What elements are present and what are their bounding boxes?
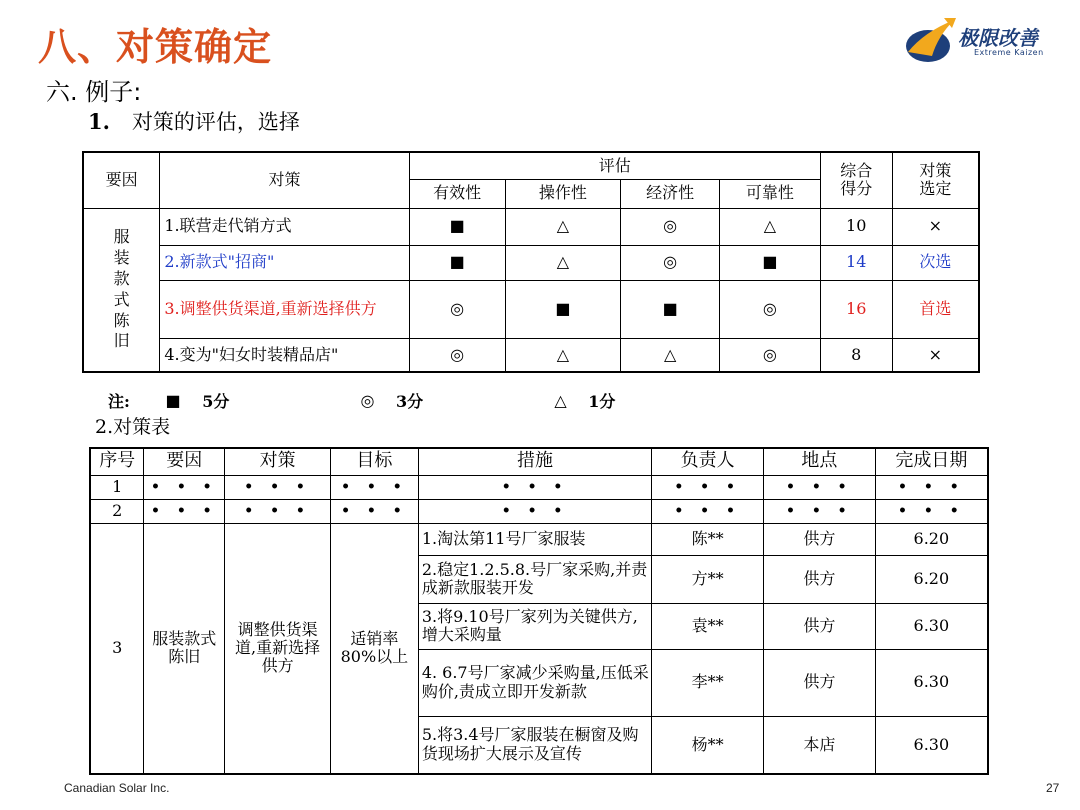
rating-cell: ■ [409,245,505,280]
legend-symbol: ■ [165,391,181,410]
owner-cell: 方** [652,555,764,603]
header-selection [892,152,979,208]
date-cell: 6.30 [875,649,988,716]
target-cell: 适销率80%以上 [330,523,418,774]
rating-cell: ◎ [720,280,821,338]
table-row [83,280,979,338]
ellipsis-cell: • • • [144,499,225,523]
action-cell: 2.稳定1.2.5.8.号厂家采购,并责成新款服装开发 [418,555,651,603]
header-factor: 要因 [83,152,160,208]
row-number: 3 [90,523,144,774]
table-row [90,499,988,523]
rating-cell: ■ [720,245,821,280]
table-row [83,338,979,372]
ellipsis-cell: • • • [418,499,651,523]
rating-cell: △ [505,245,621,280]
ellipsis-cell: • • • [652,499,764,523]
logo-name: 极限改善 [958,26,1038,50]
header-score-line2: 得分 [840,179,873,199]
action-header-row [90,448,988,475]
score-cell: 16 [820,280,892,338]
owner-cell: 袁** [652,603,764,649]
header-selection-line1: 对策 [919,160,952,180]
legend-text: 1分 [588,392,616,411]
header-score [820,152,892,208]
header-factor: 要因 [144,448,225,475]
header-reliability: 可靠性 [720,179,821,208]
header-action: 措施 [418,448,651,475]
header-no: 序号 [90,448,144,475]
page-title: 八、对策确定 [38,25,273,69]
header-measure: 对策 [225,448,331,475]
rating-cell: ■ [409,208,505,245]
score-cell: 10 [820,208,892,245]
factor-cell [83,208,160,372]
ellipsis-cell: • • • [875,475,988,499]
rating-cell: △ [621,338,720,372]
action-cell: 5.将3.4号厂家服装在橱窗及购货现场扩大展示及宣传 [418,716,651,774]
section-heading-example: 六. 例子: [46,78,142,106]
measure-cell: 2.新款式"招商" [160,245,409,280]
date-cell: 6.30 [875,603,988,649]
rating-cell: ◎ [409,280,505,338]
measure-cell: 调整供货渠道,重新选择供方 [225,523,331,774]
legend-symbol: ◎ [360,391,375,410]
ellipsis-cell: • • • [763,475,875,499]
selection-cell: × [892,338,979,372]
header-score-line1: 综合 [840,160,873,180]
section-1-number: 1. [88,109,110,134]
rating-cell: ◎ [621,245,720,280]
rating-cell: ◎ [409,338,505,372]
header-operability: 操作性 [505,179,621,208]
ellipsis-cell: • • • [875,499,988,523]
legend-label: 注: [108,392,130,411]
selection-cell: 首选 [892,280,979,338]
row-number: 2 [90,499,144,523]
date-cell: 6.20 [875,555,988,603]
evaluation-header-row [83,152,979,179]
measure-cell: 4.变为"妇女时装精品店" [160,338,409,372]
factor-char: 陈 [113,310,130,330]
page-number: 27 [1046,781,1060,795]
rating-cell: △ [505,208,621,245]
factor-char: 服 [113,227,130,247]
factor-cell: 服装款式陈旧 [144,523,225,774]
factor-char: 装 [113,248,130,268]
score-cell: 8 [820,338,892,372]
table-row [90,523,988,555]
legend-note [108,389,615,412]
owner-cell: 李** [652,649,764,716]
header-evaluation: 评估 [409,152,820,179]
legend-text: 3分 [396,392,424,411]
header-effectiveness: 有效性 [409,179,505,208]
section-1-label: 对策的评估，选择 [131,110,300,134]
header-measure: 对策 [160,152,409,208]
selection-cell: × [892,208,979,245]
header-place: 地点 [763,448,875,475]
logo-swoosh-icon [904,16,958,66]
action-cell: 3.将9.10号厂家列为关键供方,增大采购量 [418,603,651,649]
owner-cell: 陈** [652,523,764,555]
place-cell: 本店 [763,716,875,774]
action-cell: 4. 6.7号厂家减少采购量,压低采购价,责成立即开发新款 [418,649,651,716]
ellipsis-cell: • • • [225,475,331,499]
action-cell: 1.淘汰第11号厂家服装 [418,523,651,555]
rating-cell: ■ [621,280,720,338]
date-cell: 6.30 [875,716,988,774]
ellipsis-cell: • • • [652,475,764,499]
rating-cell: ◎ [621,208,720,245]
factor-char: 式 [113,289,130,309]
section-2-heading: 2.对策表 [95,416,171,438]
measure-cell: 1.联营走代销方式 [160,208,409,245]
measure-cell: 3.调整供货渠道,重新选择供方 [160,280,409,338]
place-cell: 供方 [763,603,875,649]
logo-subtitle: Extreme Kaizen [974,48,1044,57]
ellipsis-cell: • • • [225,499,331,523]
table-row [83,208,979,245]
factor-char: 旧 [113,331,130,351]
rating-cell: ■ [505,280,621,338]
factor-char: 款 [113,268,130,288]
rating-cell: △ [505,338,621,372]
header-date: 完成日期 [875,448,988,475]
ellipsis-cell: • • • [763,499,875,523]
header-target: 目标 [330,448,418,475]
section-1-heading [88,106,300,136]
rating-cell: △ [720,208,821,245]
header-economy: 经济性 [621,179,720,208]
legend-text: 5分 [202,392,230,411]
header-selection-line2: 选定 [919,179,952,199]
ellipsis-cell: • • • [418,475,651,499]
rating-cell: ◎ [720,338,821,372]
footer-company: Canadian Solar Inc. [64,781,170,795]
row-number: 1 [90,475,144,499]
place-cell: 供方 [763,555,875,603]
ellipsis-cell: • • • [330,475,418,499]
ellipsis-cell: • • • [330,499,418,523]
table-row [90,475,988,499]
ellipsis-cell: • • • [144,475,225,499]
action-plan-table [89,447,989,775]
date-cell: 6.20 [875,523,988,555]
selection-cell: 次选 [892,245,979,280]
logo [904,12,1064,72]
header-owner: 负责人 [652,448,764,475]
table-row [83,245,979,280]
score-cell: 14 [820,245,892,280]
owner-cell: 杨** [652,716,764,774]
legend-symbol: △ [554,391,567,410]
place-cell: 供方 [763,649,875,716]
place-cell: 供方 [763,523,875,555]
evaluation-table [82,151,980,373]
